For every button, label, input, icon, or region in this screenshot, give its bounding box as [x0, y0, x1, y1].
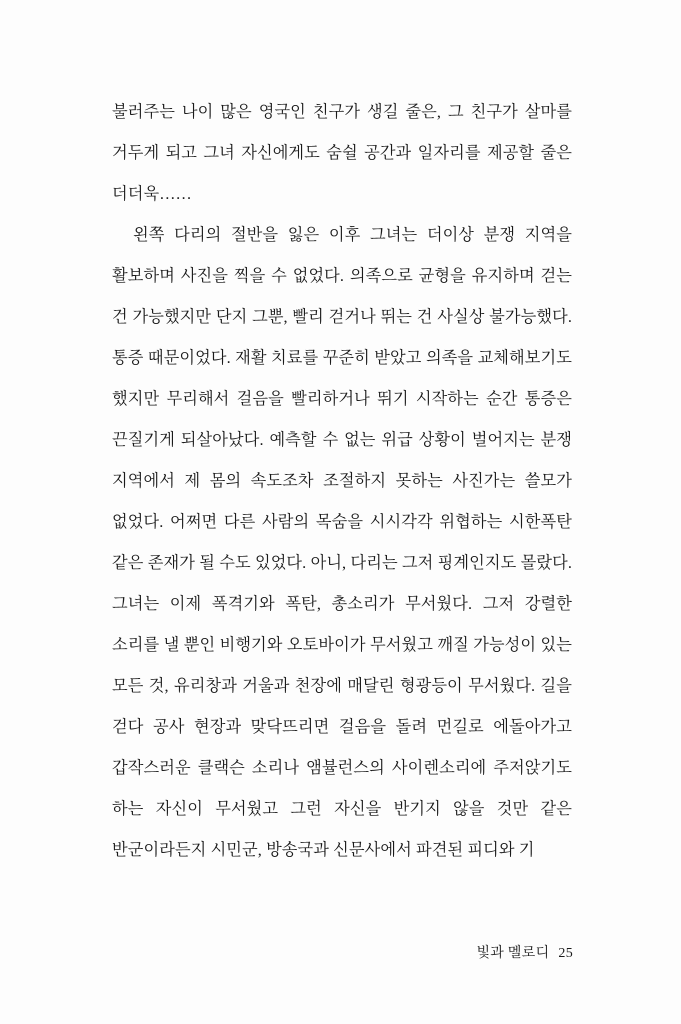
paragraph: 불러주는 나이 많은 영국인 친구가 생길 줄은, 그 친구가 살마를 거두게 되고 그녀 자신에게도 숨쉴 공간과 일자리를 제공할 줄은 더더욱…… — [112, 103, 572, 203]
footer-book-title: 빛과 멜로디 — [476, 946, 550, 961]
page-footer — [476, 942, 573, 962]
footer-page-number: 25 — [558, 946, 573, 961]
page-text-block — [112, 92, 572, 871]
paragraph: 왼쪽 다리의 절반을 잃은 이후 그녀는 더이상 분쟁 지역을 활보하며 사진을 찍을 수 없었다. 의족으로 균형을 유지하며 걷는 건 가능했지만 단지 그뿐, 빨리 걷거나 뛰는 건 사실상 불가능했다. 통증 때문이었다. 재활 치료를 꾸준히 받았고 의족을 교체해보기도 했지만 무리해서 걸음을 빨리하거나 뛰기 시작하는 순간 통증은 끈질기게 되살아났다. 예측할 수 없는 위급 상황이 벌어지는 분쟁 지역에서 제 몸의 속도조차 조절하지 못하는 사진가는 쓸모가 없었다. 어쩌면 다른 사람의 목숨을 시시각각 위협하는 시한폭탄 같은 존재가 될 수도 있었다. 아니, 다리는 그저 핑계인지도 몰랐다. 그녀는 이제 폭격기와 폭탄, 총소리가 무서웠다. 그저 강렬한 소리를 낼 뿐인 비행기와 오토바이가 무서웠고 깨질 가능성이 있는 모든 것, 유리창과 거울과 천장에 매달린 형광등이 무서웠다. 길을 걷다 공사 현장과 맞닥뜨리면 걸음을 돌려 먼길로 에돌아가고 갑작스러운 클랙슨 소리나 앰뷸런스의 사이렌소리에 주저앉기도 하는 자신이 무서웠고 그런 자신을 반기지 않을 것만 같은 반군이라든지 시민군, 방송국과 신문사에서 파견된 피디와 기 — [112, 226, 572, 859]
